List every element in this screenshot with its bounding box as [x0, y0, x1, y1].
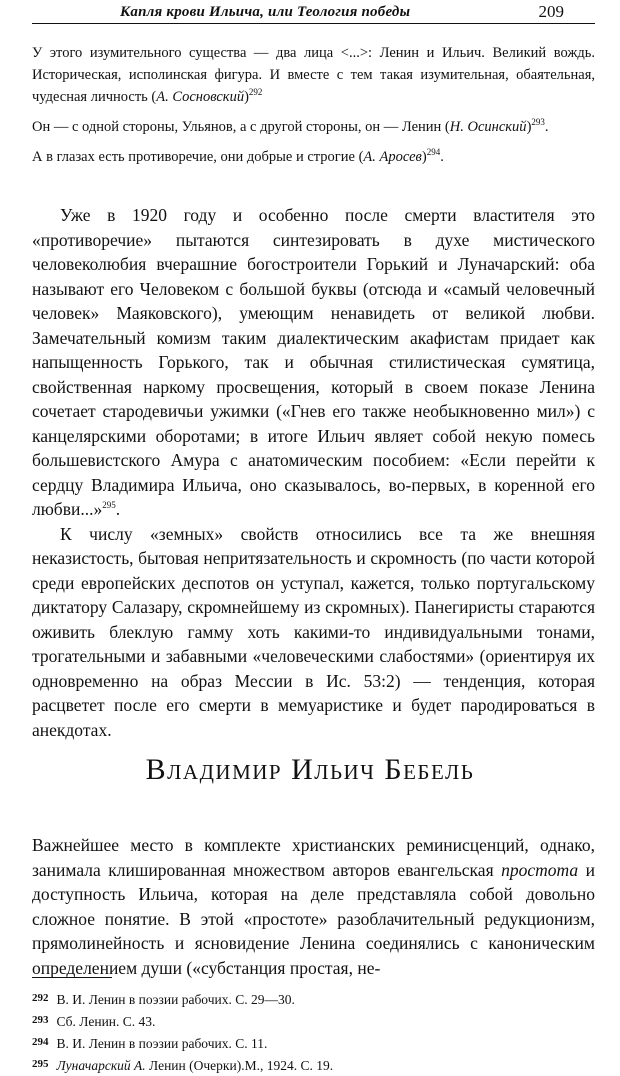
- body-text: [32, 203, 595, 742]
- header-rule: [32, 23, 595, 24]
- footnote-number: 294: [32, 1036, 49, 1048]
- footnotes: [32, 988, 595, 1076]
- quote-author: Н. Осинский: [449, 119, 527, 135]
- quote-3: [32, 146, 595, 168]
- quote-paren: ): [421, 149, 427, 165]
- footnote-number: 293: [32, 1014, 49, 1026]
- quote-paren: ): [526, 119, 532, 135]
- quote-author: А. Аросев: [363, 149, 422, 165]
- page-header: [0, 0, 620, 26]
- emphasis: простота: [501, 859, 579, 880]
- footnote-rule: [32, 977, 112, 978]
- paragraph-text: и доступность Ильича, которая на деле представляла собой довольно сложное понятие. В этой «простоте» разоблачительный редукционизм, прямолинейность и ясновидение Ленина соединялись с каноническим определением души («субстанция простая, не-: [32, 859, 595, 978]
- footnote: [32, 1032, 595, 1054]
- paragraph-text: Важнейшее место в комплекте христианских реминисценций, однако, занимала клишированная множеством авторов евангельская: [32, 835, 595, 880]
- footnote-text: В. И. Ленин в поэзии рабочих. С. 11.: [56, 1036, 268, 1051]
- quote-text: У этого изумительного существа — два лица <...>: Ленин и Ильич. Великий вождь. Историческая, исполинская фигура. И вместе с тем такая изумительная, обаятельная, чудесная личность (: [32, 45, 595, 105]
- footnote-author: Луначарский А.: [56, 1058, 146, 1073]
- footnote-ref: 294: [426, 147, 441, 158]
- quote-author: А. Сосновский: [156, 89, 245, 105]
- page-number: 209: [538, 2, 564, 21]
- footnote-number: 292: [32, 992, 49, 1004]
- quote-period: .: [440, 149, 444, 165]
- epigraph-quotes: [32, 42, 595, 176]
- paragraph-period: .: [115, 499, 121, 519]
- quote-text: Он — с одной стороны, Ульянов, а с другой стороны, он — Ленин (: [32, 119, 450, 135]
- quote-paren: ): [244, 89, 249, 105]
- quote-text: А в глазах есть противоречие, они добрые и строгие (: [32, 149, 364, 165]
- footnote-ref: 292: [248, 87, 263, 98]
- paragraph-text: Уже в 1920 году и особенно после смерти властителя это «противоречие» пытаются синтезировать в духе мистического человеколюбия вчерашние богостроители Горький и Луначарский: оба называют его Человеком с большой буквы (отсюда и «самый человечный человек» Маяковского), умеющим ненавидеть от великой любви. Замечательный комизм таким диалектическим акафистам придает как напыщенность Горького, так и обычная стилистическая сумятица, свойственная наркому просвещения, который в своем показе Ленина сочетает стародевичьи ужимки («Гнев его также необыкновенно мил») с канцелярскими оборотами; в итоге Ильич являет собой некую помесь большевистского Амура с анатомическим пособием: «Если перейти к сердцу Владимира Ильича, оно сказывалось, во-первых, в коренной его любви...»: [32, 205, 595, 519]
- footnote: [32, 988, 595, 1010]
- footnote-ref: 295: [102, 500, 116, 511]
- footnote-text: Ленин (Очерки).М., 1924. С. 19.: [145, 1058, 334, 1073]
- paragraph-2: К числу «земных» свойств относились все та же внешняя неказистость, бытовая непритязательность и скромность (по части которой среди европейских деспотов он уступал, кажется, только португальскому диктатору Салазару, скромнейшему из скромных). Панегиристы стараются оживить блеклую гамму хоть какими-то индивидуальными тонами, трогательными и забавными «человеческими слабостями» (ориентируя их одновременно на образ Мессии в Ис. 53:2) — тенденция, которая расцветет после его смерти в мемуаристике и будет пародироваться в анекдотах.: [32, 523, 595, 740]
- running-title: Капля крови Ильича, или Теология победы: [120, 4, 411, 20]
- footnote: [32, 1010, 595, 1032]
- footnote: [32, 1054, 595, 1076]
- footnote-text: В. И. Ленин в поэзии рабочих. С. 29—30.: [56, 992, 295, 1007]
- footnote-number: 295: [32, 1058, 49, 1070]
- paragraph-1: [32, 203, 595, 522]
- section-heading: Владимир Ильич Бебель: [145, 753, 475, 786]
- quote-1: [32, 42, 595, 108]
- quote-period: .: [544, 119, 549, 135]
- footnote-ref: 293: [531, 117, 545, 128]
- section-body-text: [32, 833, 595, 980]
- quote-2: [32, 116, 595, 138]
- footnote-text: Сб. Ленин. С. 43.: [56, 1014, 156, 1029]
- paragraph-3: [32, 833, 595, 980]
